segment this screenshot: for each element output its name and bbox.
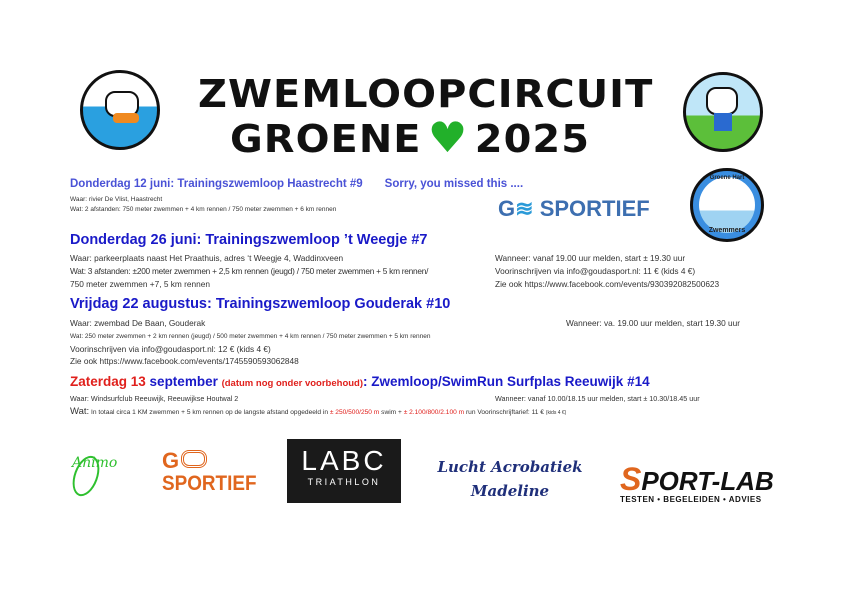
- event-1-note: Sorry, you missed this ....: [384, 178, 524, 190]
- event-1-wat: Wat: 2 afstanden: 750 meter zwemmen + 4 km rennen / 750 meter zwemmen + 6 km rennen: [70, 206, 337, 213]
- event-3-waar: Waar: zwembad De Baan, Gouderak: [70, 318, 206, 328]
- cow-runner-logo: [683, 72, 763, 152]
- title-groene: GROENE: [230, 117, 422, 161]
- lucht-acrobatiek-logo: Lucht Acrobatiek Madeline: [437, 458, 583, 500]
- event-3-wat: Wat: 250 meter zwemmen + 2 km rennen (jeugd) / 500 meter zwemmen + 4 km rennen / 750 meter zwemmen + 5 km rennen: [70, 333, 431, 340]
- event-1-heading-row: [70, 178, 523, 190]
- event-1-waar: Waar: rivier De Vlist, Haastrecht: [70, 196, 163, 203]
- event-4-title: Zaterdag 13 september (datum nog onder voorbehoud): Zwemloop/SwimRun Surfplas Reeuwijk #14: [70, 374, 650, 389]
- sport-lab-wordmark: SPORT-LAB: [620, 461, 774, 497]
- title-line-2: [230, 113, 590, 162]
- event-2-wanneer: Wanneer: vanaf 19.00 uur melden, start ± 19.30 uur: [495, 253, 686, 263]
- event-2-title: Donderdag 26 juni: Trainingszwemloop ’t Weegje #7: [70, 232, 428, 248]
- sport-lab-logo: [620, 461, 774, 504]
- title-year: 2025: [474, 117, 591, 161]
- cow-swimmer-logo: [80, 70, 160, 150]
- event-3-facebook-link[interactable]: Zie ook https://www.facebook.com/events/1745590593062848: [70, 356, 299, 366]
- event-2-facebook-link[interactable]: Zie ook https://www.facebook.com/events/930392082500623: [495, 279, 720, 289]
- event-4-wat: Wat: In totaal circa 1 KM zwemmen + 5 km rennen op de langste afstand opgedeeld in ± 250/500/250 m swim + ± 2.100/800/2.100 m run Voorinschrijftarief: 11 € (kids 4 €): [70, 406, 567, 417]
- go-sportief-sponsor-logo: G SPORTIEF: [162, 448, 257, 495]
- gosportief-logo: G≋ SPORTIEF: [498, 196, 650, 221]
- event-3-inschrijven: Voorinschrijven via info@goudasport.nl: 12 € (kids 4 €): [70, 344, 271, 354]
- event-3-wanneer: Wanneer: va. 19.00 uur melden, start 19.30 uur: [566, 318, 741, 328]
- event-2-wat-1: Wat: 3 afstanden: ±200 meter zwemmen + 2,5 km rennen (jeugd) / 750 meter zwemmen + 5 km rennen/: [70, 266, 429, 276]
- heart-icon: ♥: [427, 113, 469, 162]
- sport-lab-tagline: TESTEN • BEGELEIDEN • ADVIES: [620, 495, 762, 504]
- event-2-wat-2: 750 meter zwemmen +7, 5 km rennen: [70, 279, 210, 289]
- event-2-inschrijven: Voorinschrijven via info@goudasport.nl: 11 € (kids 4 €): [495, 266, 696, 276]
- event-2-waar: Waar: parkeerplaats naast Het Praathuis, adres ‘t Weegje 4, Waddinxveen: [70, 253, 344, 263]
- title-line-1: ZWEMLOOPCIRCUIT: [198, 72, 654, 116]
- event-4-waar: Waar: Windsurfclub Reeuwijk, Reeuwijkse Houtwal 2: [70, 394, 239, 403]
- labc-triathlon-logo: LABC TRIATHLON: [287, 439, 401, 503]
- event-3-title: Vrijdag 22 augustus: Trainingszwemloop Gouderak #10: [70, 296, 451, 312]
- event-4-wanneer: Wanneer: vanaf 10.00/18.15 uur melden, start ± 10.30/18.45 uur: [495, 394, 700, 403]
- groene-hart-zwemmers-badge: Groene Hart Zwemmers: [690, 168, 764, 242]
- event-1-title: Donderdag 12 juni: Trainingszwemloop Haastrecht #9: [70, 178, 363, 190]
- animo-logo: Animo: [72, 455, 132, 495]
